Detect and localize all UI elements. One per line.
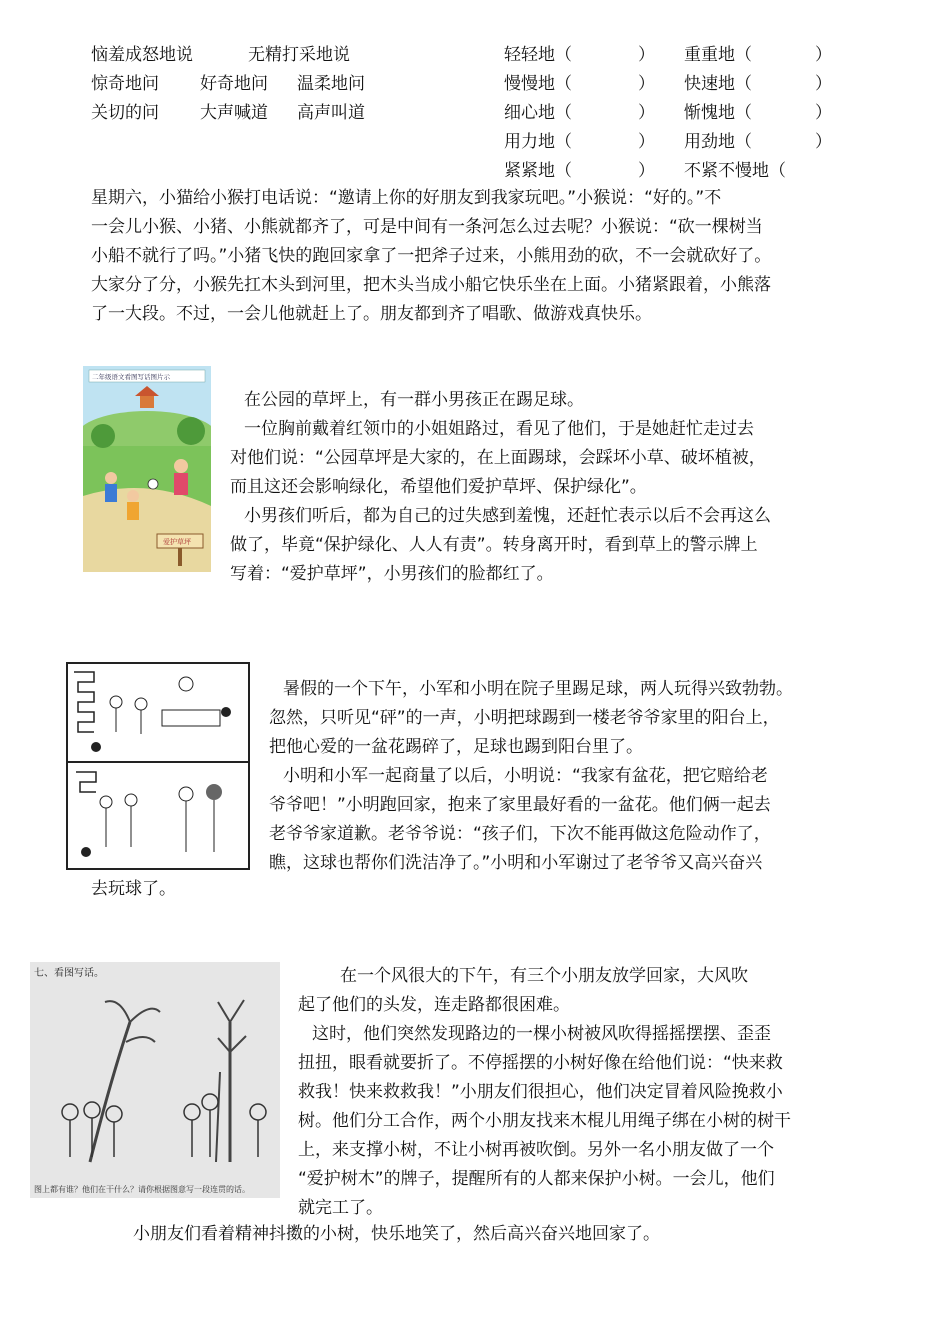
- word-item: 无精打采地说: [248, 45, 350, 65]
- text-line: 了一大段。不过，一会儿他就赶上了。朋友都到齐了唱歌、做游戏真快乐。: [91, 304, 652, 324]
- story3-tail: 去玩球了。: [91, 879, 176, 899]
- text-line: 大家分了分，小猴先扛木头到河里，把木头当成小船它快乐坐在上面。小猪紧跟着，小熊落: [91, 275, 771, 295]
- story1-paragraph: [91, 184, 771, 329]
- comic-illustration: [66, 662, 250, 870]
- text-line: 对他们说：“公园草坪是大家的，在上面踢球，会踩坏小草、破坏植被，: [230, 448, 766, 468]
- fill-item: 紧紧地（: [504, 161, 572, 181]
- fill-close: ）: [638, 132, 655, 152]
- text-line: 这时，他们突然发现路边的一棵小树被风吹得摇摇摆摆、歪歪: [312, 1024, 771, 1044]
- text-line: 树。他们分工合作，两个小朋友找来木棍儿用绳子绑在小树的树干: [298, 1111, 791, 1131]
- text-line: 在一个风很大的下午，有三个小朋友放学回家，大风吹: [340, 966, 748, 986]
- text-line: 起了他们的头发，连走路都很困难。: [298, 995, 570, 1015]
- fill-close: ）: [638, 74, 655, 94]
- word-item: 温柔地问: [297, 74, 365, 94]
- text-line: 星期六，小猫给小猴打电话说：“邀请上你的好朋友到我家玩吧。”小猴说：“好的。”不: [91, 188, 722, 208]
- broken-flowerpot-comic: [66, 662, 250, 870]
- text-line: 一会儿小猴、小猪、小熊就都齐了，可是中间有一条河怎么过去呢？小猴说：“砍一棵树当: [91, 217, 763, 237]
- fill-close: ）: [638, 45, 655, 65]
- fill-item: 用劲地（: [684, 132, 752, 152]
- text-line: 暑假的一个下午，小军和小明在院子里踢足球，两人玩得兴致勃勃。: [283, 679, 793, 699]
- word-item: 惊奇地问: [91, 74, 159, 94]
- story4-paragraph: [298, 962, 791, 1223]
- image-footer: 图上都有谁？他们在干什么？请你根据图意写一段连贯的话。: [34, 1185, 250, 1194]
- text-line: 小明和小军一起商量了以后，小明说：“我家有盆花，把它赔给老: [283, 766, 768, 786]
- text-line: 爷爷吧！”小明跑回家，抱来了家里最好看的一盆花。他们俩一起去: [269, 795, 771, 815]
- tree-scene-illustration: [30, 962, 280, 1198]
- fill-close: ）: [815, 45, 832, 65]
- fill-close: ）: [638, 103, 655, 123]
- word-item: 好奇地问: [200, 74, 268, 94]
- text-line: 把他心爱的一盆花踢碎了，足球也踢到阳台里了。: [269, 737, 643, 757]
- word-item: 高声叫道: [297, 103, 365, 123]
- text-line: 瞧，这球也帮你们洗洁净了。”小明和小军谢过了老爷爷又高兴奋兴: [269, 853, 763, 873]
- fill-item: 慢慢地（: [504, 74, 572, 94]
- image-title: 七、看图写话。: [34, 968, 104, 979]
- text-line: 写着：“爱护草坪”，小男孩们的脸都红了。: [230, 564, 554, 584]
- text-line: 扭扭，眼看就要折了。不停摇摆的小树好像在给他们说：“快来救: [298, 1053, 783, 1073]
- park-soccer-image: [83, 366, 211, 572]
- text-line: 就完工了。: [298, 1198, 383, 1218]
- tree-rescue-image: [30, 962, 280, 1198]
- text-line: 救我！快来救救我！”小朋友们很担心，他们决定冒着风险挽救小: [298, 1082, 783, 1102]
- word-item: 大声喊道: [200, 103, 268, 123]
- fill-item: 用力地（: [504, 132, 572, 152]
- text-line: 一位胸前戴着红领巾的小姐姐路过，看见了他们，于是她赶忙走过去: [244, 419, 754, 439]
- fill-item: 轻轻地（: [504, 45, 572, 65]
- text-line: 做了，毕竟“保护绿化、人人有责”。转身离开时，看到草上的警示牌上: [230, 535, 758, 555]
- sign-text: 爱护草坪: [163, 538, 191, 546]
- word-item: 恼羞成怒地说: [91, 45, 193, 65]
- park-scene-illustration: [83, 366, 211, 572]
- fill-item: 重重地（: [684, 45, 752, 65]
- text-line: 老爷爷家道歉。老爷爷说：“孩子们，下次不能再做这危险动作了，: [269, 824, 771, 844]
- text-line: 小船不就行了吗。”小猪飞快的跑回家拿了一把斧子过来，小熊用劲的砍，不一会就砍好了。: [91, 246, 772, 266]
- text-line: 小男孩们听后，都为自己的过失感到羞愧，还赶忙表示以后不会再这么: [244, 506, 771, 526]
- story4-tail: 小朋友们看着精神抖擞的小树，快乐地笑了，然后高兴奋兴地回家了。: [133, 1224, 660, 1244]
- fill-close: ）: [638, 161, 655, 181]
- fill-item: 细心地（: [504, 103, 572, 123]
- fill-item: 不紧不慢地（: [684, 161, 786, 181]
- fill-close: ）: [815, 132, 832, 152]
- text-line: 忽然，只听见“砰”的一声，小明把球踢到一楼老爷爷家里的阳台上，: [269, 708, 780, 728]
- story2-paragraph: [230, 386, 771, 589]
- fill-item: 惭愧地（: [684, 103, 752, 123]
- image-caption: 二年级语文看图写话图片示: [92, 373, 170, 381]
- text-line: 在公园的草坪上，有一群小男孩正在踢足球。: [244, 390, 584, 410]
- text-line: 而且这还会影响绿化，希望他们爱护草坪、保护绿化”。: [230, 477, 647, 497]
- fill-item: 快速地（: [684, 74, 752, 94]
- word-list-row: [91, 43, 193, 67]
- text-line: 上，来支撑小树，不让小树再被吹倒。另外一名小朋友做了一个: [298, 1140, 774, 1160]
- text-line: “爱护树木”的牌子，提醒所有的人都来保护小树。一会儿，他们: [298, 1169, 775, 1189]
- word-item: 关切的问: [91, 103, 159, 123]
- fill-close: ）: [815, 74, 832, 94]
- fill-close: ）: [815, 103, 832, 123]
- story3-paragraph: [269, 675, 793, 878]
